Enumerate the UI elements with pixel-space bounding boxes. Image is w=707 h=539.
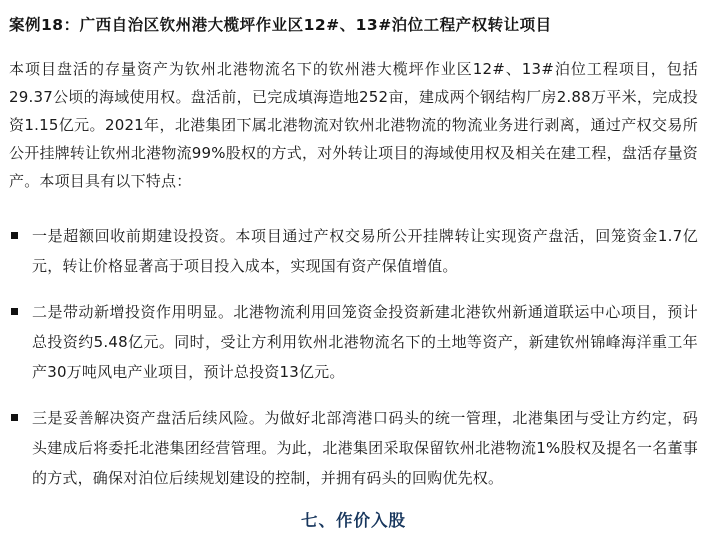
bullet-marker-cell xyxy=(9,221,32,239)
bullet-marker-cell xyxy=(9,297,32,315)
bullet-text-2: 二是带动新增投资作用明显。北港物流利用回笼资金投资新建北港钦州新通道联运中心项目，预计总投资约5.48亿元。同时，受让方利用钦州北港物流名下的土地等资产，新建钦州锦峰海洋重工年产30万吨风电产业项目，预计总投资13亿元。 xyxy=(32,303,698,381)
bullet-text-3: 三是妥善解决资产盘活后续风险。为做好北部湾港口码头的统一管理，北港集团与受让方约定，码头建成后将委托北港集团经营管理。为此，北港集团采取保留钦州北港物流1%股权及提名一名董事的方式，确保对泊位后续规划建设的控制，并拥有码头的回购优先权。 xyxy=(32,409,698,487)
square-bullet-icon xyxy=(11,414,18,421)
bullet-marker-cell xyxy=(9,403,32,421)
intro-paragraph: 本项目盘活的存量资产为钦州北港物流名下的钦州港大榄坪作业区12#、13#泊位工程项目，包括29.37公顷的海域使用权。盘活前，已完成填海造地252亩，建成两个钢结构厂房2.88万平米，完成投资1.15亿元。2021年，北港集团下属北港物流对钦州北港物流的物流业务进行剥离，通过产权交易所公开挂牌转让钦州北港物流99%股权的方式，对外转让项目的海域使用权及相关在建工程，盘活存量资产。本项目具有以下特点： xyxy=(9,60,698,190)
list-item xyxy=(9,403,698,493)
feature-bullet-list xyxy=(9,221,698,493)
bullet-text-1: 一是超额回收前期建设投资。本项目通过产权交易所公开挂牌转让实现资产盘活，回笼资金1.7亿元，转让价格显著高于项目投入成本，实现国有资产保值增值。 xyxy=(32,227,698,275)
list-item xyxy=(9,297,698,387)
next-section-heading: 七、作价入股 xyxy=(301,511,406,530)
square-bullet-icon xyxy=(11,308,18,315)
list-item xyxy=(9,221,698,281)
square-bullet-icon xyxy=(11,232,18,239)
case-title: 案例18：广西自治区钦州港大榄坪作业区12#、13#泊位工程产权转让项目 xyxy=(9,16,552,34)
